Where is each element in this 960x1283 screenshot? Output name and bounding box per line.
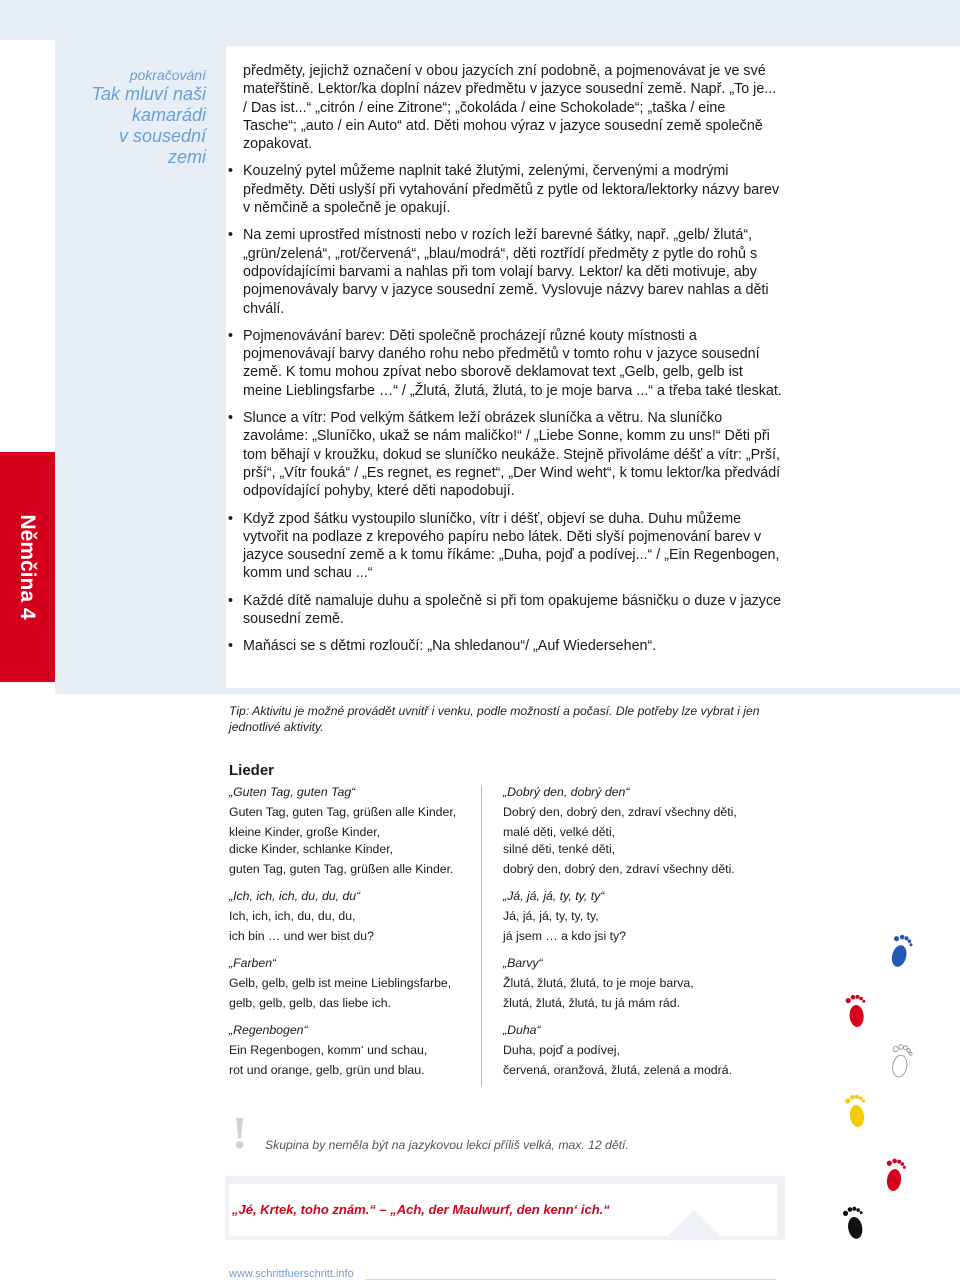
song [229, 888, 479, 945]
foot-icon [880, 1036, 920, 1082]
song-line: Já, já, já, ty, ty, ty, [503, 909, 599, 923]
song-line: rot und orange, gelb, grün und blau. [229, 1063, 425, 1077]
continued-label: pokračování [129, 67, 206, 83]
quote-text: „Jé, Krtek, toho znám.“ – „Ach, der Maulwurf, den kenn‘ ich.“ [232, 1202, 610, 1217]
song-line: žlutá, žlutá, žlutá, tu já mám rád. [503, 996, 681, 1010]
foot-icon [836, 1086, 876, 1132]
songs-german [229, 784, 479, 1089]
song-line: Gelb, gelb, gelb ist meine Lieblingsfarbe, [229, 976, 452, 990]
foot-icon [880, 926, 920, 972]
list-item-text: Když zpod šátku vystoupilo sluníčko, vítr i déšť, objeví se duha. Duhu můžeme vytvořit na podlaze z krepového papíru nebo látek. Děti slyší pojmenování barev v jazyce sousední země a k tomu říkáme: „Duha, pojď a podívej...“ / „Ein Regenbogen, komm und schau ...“ [243, 510, 780, 582]
song-title: „Barvy“ [503, 956, 543, 970]
chapter-tab-label: Němčina 4 [16, 514, 39, 620]
column-divider [481, 786, 482, 1086]
song [229, 784, 479, 878]
song [503, 1022, 753, 1079]
song-title: „Ich, ich, ich, du, du, du“ [229, 889, 361, 903]
song-line: guten Tag, guten Tag, grüßen alle Kinder. [229, 862, 454, 876]
songs-heading: Lieder [229, 762, 275, 779]
section-sidebar [70, 66, 206, 168]
group-size-note [232, 1107, 792, 1158]
section-title-line: Tak mluví naši [91, 84, 206, 104]
list-item [228, 637, 783, 655]
song-line: Guten Tag, guten Tag, grüßen alle Kinder, [229, 805, 457, 819]
section-title-line: zemi [167, 147, 206, 167]
exclamation-icon: ! [232, 1107, 248, 1158]
list-item-text: Každé dítě namaluje duhu a společně si při tom opakujeme básničku o duze v jazyce sousední země. [243, 592, 782, 628]
song-line: ich bin … und wer bist du? [229, 929, 374, 943]
tip-note: Tip: Aktivitu je možné provádět uvnitř i venku, podle možností a počasí. Dle potřeby lze vybrat i jen jednotlivé aktivity. [229, 704, 760, 734]
song [503, 888, 753, 945]
bullet-icon: • [228, 327, 234, 344]
top-band [0, 0, 960, 40]
list-item [228, 409, 783, 500]
song [503, 955, 753, 1012]
chapter-tab [0, 452, 55, 682]
song-title: „Já, já, já, ty, ty, ty“ [503, 889, 605, 903]
footer-rule [365, 1279, 776, 1280]
song-title: „Dobrý den, dobrý den“ [503, 785, 630, 799]
song-line: Žlutá, žlutá, žlutá, to je moje barva, [503, 976, 694, 990]
list-item-text: Pojmenovávání barev: Děti společně procházejí různé kouty místnosti a pojmenovávají barvy daného rohu nebo předmětů v tomto rohu v jazyce sousední země. K tomu mohou zpívat nebo sborově deklamovat text „Gelb, gelb, gelb ist meine Lieblingsfarbe …“ / „Žlutá, žlutá, žlutá, to je moje barva ...“ a třeba také tleskat. [243, 327, 782, 399]
song-line: červená, oranžová, žlutá, zelená a modrá. [503, 1063, 732, 1077]
bullet-icon: • [228, 638, 234, 655]
activity-text [228, 62, 783, 665]
song-title: „Duha“ [503, 1023, 541, 1037]
song-line: dobrý den, dobrý den, zdraví všechny děti. [503, 862, 735, 876]
group-size-text: Skupina by neměla být na jazykovou lekci příliš velká, max. 12 dětí. [265, 1138, 629, 1152]
song-title: „Guten Tag, guten Tag“ [229, 785, 356, 799]
list-item [228, 510, 783, 583]
list-item [228, 162, 783, 217]
song-line: Dobrý den, dobrý den, zdraví všechny děti, [503, 805, 737, 819]
song-line: Ein Regenbogen, komm‘ und schau, [229, 1043, 428, 1057]
footer-url[interactable]: www.schrittfuerschritt.info [229, 1268, 354, 1280]
song-title: „Regenbogen“ [229, 1023, 308, 1037]
bullet-icon: • [228, 410, 234, 427]
speech-bubble-tail [668, 1210, 720, 1236]
list-item [228, 226, 783, 317]
list-item [228, 592, 783, 629]
songs-czech [503, 784, 753, 1089]
song-title: „Farben“ [229, 956, 277, 970]
list-item-text: Na zemi uprostřed místnosti nebo v rozích leží barevné šátky, např. „gelb/ žlutá“, „grün/zelená“, „rot/červená“, „blau/modrá“, děti roztřídí předměty z pytle do rohů s odpovídajícími barvami a nahlas při tom volají barvy. Lektor/ ka děti motivuje, aby pojmenovávaly barvy v jazyce sousední země. Vyslovuje názvy barev nahlas a děti chválí. [243, 227, 769, 317]
section-title-line: v sousední [118, 126, 206, 146]
list-item-text: Kouzelný pytel můžeme naplnit také žlutými, zelenými, červenými a modrými předměty. Děti uslyší při vytahování předmětů z pytle od lektora/lektorky názvy barev v němčině a společně je opakují. [243, 163, 780, 217]
bullet-icon: • [228, 592, 234, 609]
song-line: já jsem … a kdo jsi ty? [503, 929, 627, 943]
intro-paragraph: předměty, jejichž označení v obou jazycích zní podobně, a pojmenovávat je ve své mateřštině. Lektor/ka doplní název předmětu v jazyce sousední země. Např. „To je... / Das ist...“ „citrón / eine Zitrone“; „čokoláda / eine Schokolade“; „taška / eine Tasche“; „auto / ein Auto“ atd. Děti mohou výraz v jazyce sousední země společně zopakovat. [243, 63, 777, 153]
song-line: kleine Kinder, große Kinder, dicke Kinder, schlanke Kinder, [229, 825, 394, 856]
song-line: gelb, gelb, gelb, das liebe ich. [229, 996, 392, 1010]
song [229, 1022, 479, 1079]
song-line: Ich, ich, ich, du, du, du, [229, 909, 356, 923]
bullet-icon: • [228, 510, 234, 527]
song [229, 955, 479, 1012]
foot-icon [874, 1150, 914, 1196]
section-title-line: kamarádi [131, 105, 206, 125]
foot-icon [836, 986, 876, 1032]
foot-icon [834, 1198, 874, 1244]
song [503, 784, 753, 878]
list-item-text: Slunce a vítr: Pod velkým šátkem leží obrázek sluníčka a větru. Na sluníčko zavoláme: „Sluníčko, ukaž se nám maličko!“ / „Liebe Sonne, komm zu uns!“ Děti při tom běhají v kroužku, dokud se sluníčko neukáže. Stejně přivoláme déšť a vítr: „Prší, prší“, „Vítr fouká“ / „Es regnet, es regnet“, „Der Wind weht“, k tomu lektor/ka předvádí odpovídající pohyby, které děti napodobují. [243, 410, 781, 500]
bullet-icon: • [228, 163, 234, 180]
list-item-text: Maňásci se s dětmi rozloučí: „Na shledanou“/ „Auf Wiedersehen“. [243, 638, 657, 655]
list-item [228, 327, 783, 400]
bullet-icon: • [228, 227, 234, 244]
song-line: malé děti, velké děti, silné děti, tenké děti, [503, 825, 616, 856]
song-line: Duha, pojď a podívej, [503, 1043, 620, 1057]
